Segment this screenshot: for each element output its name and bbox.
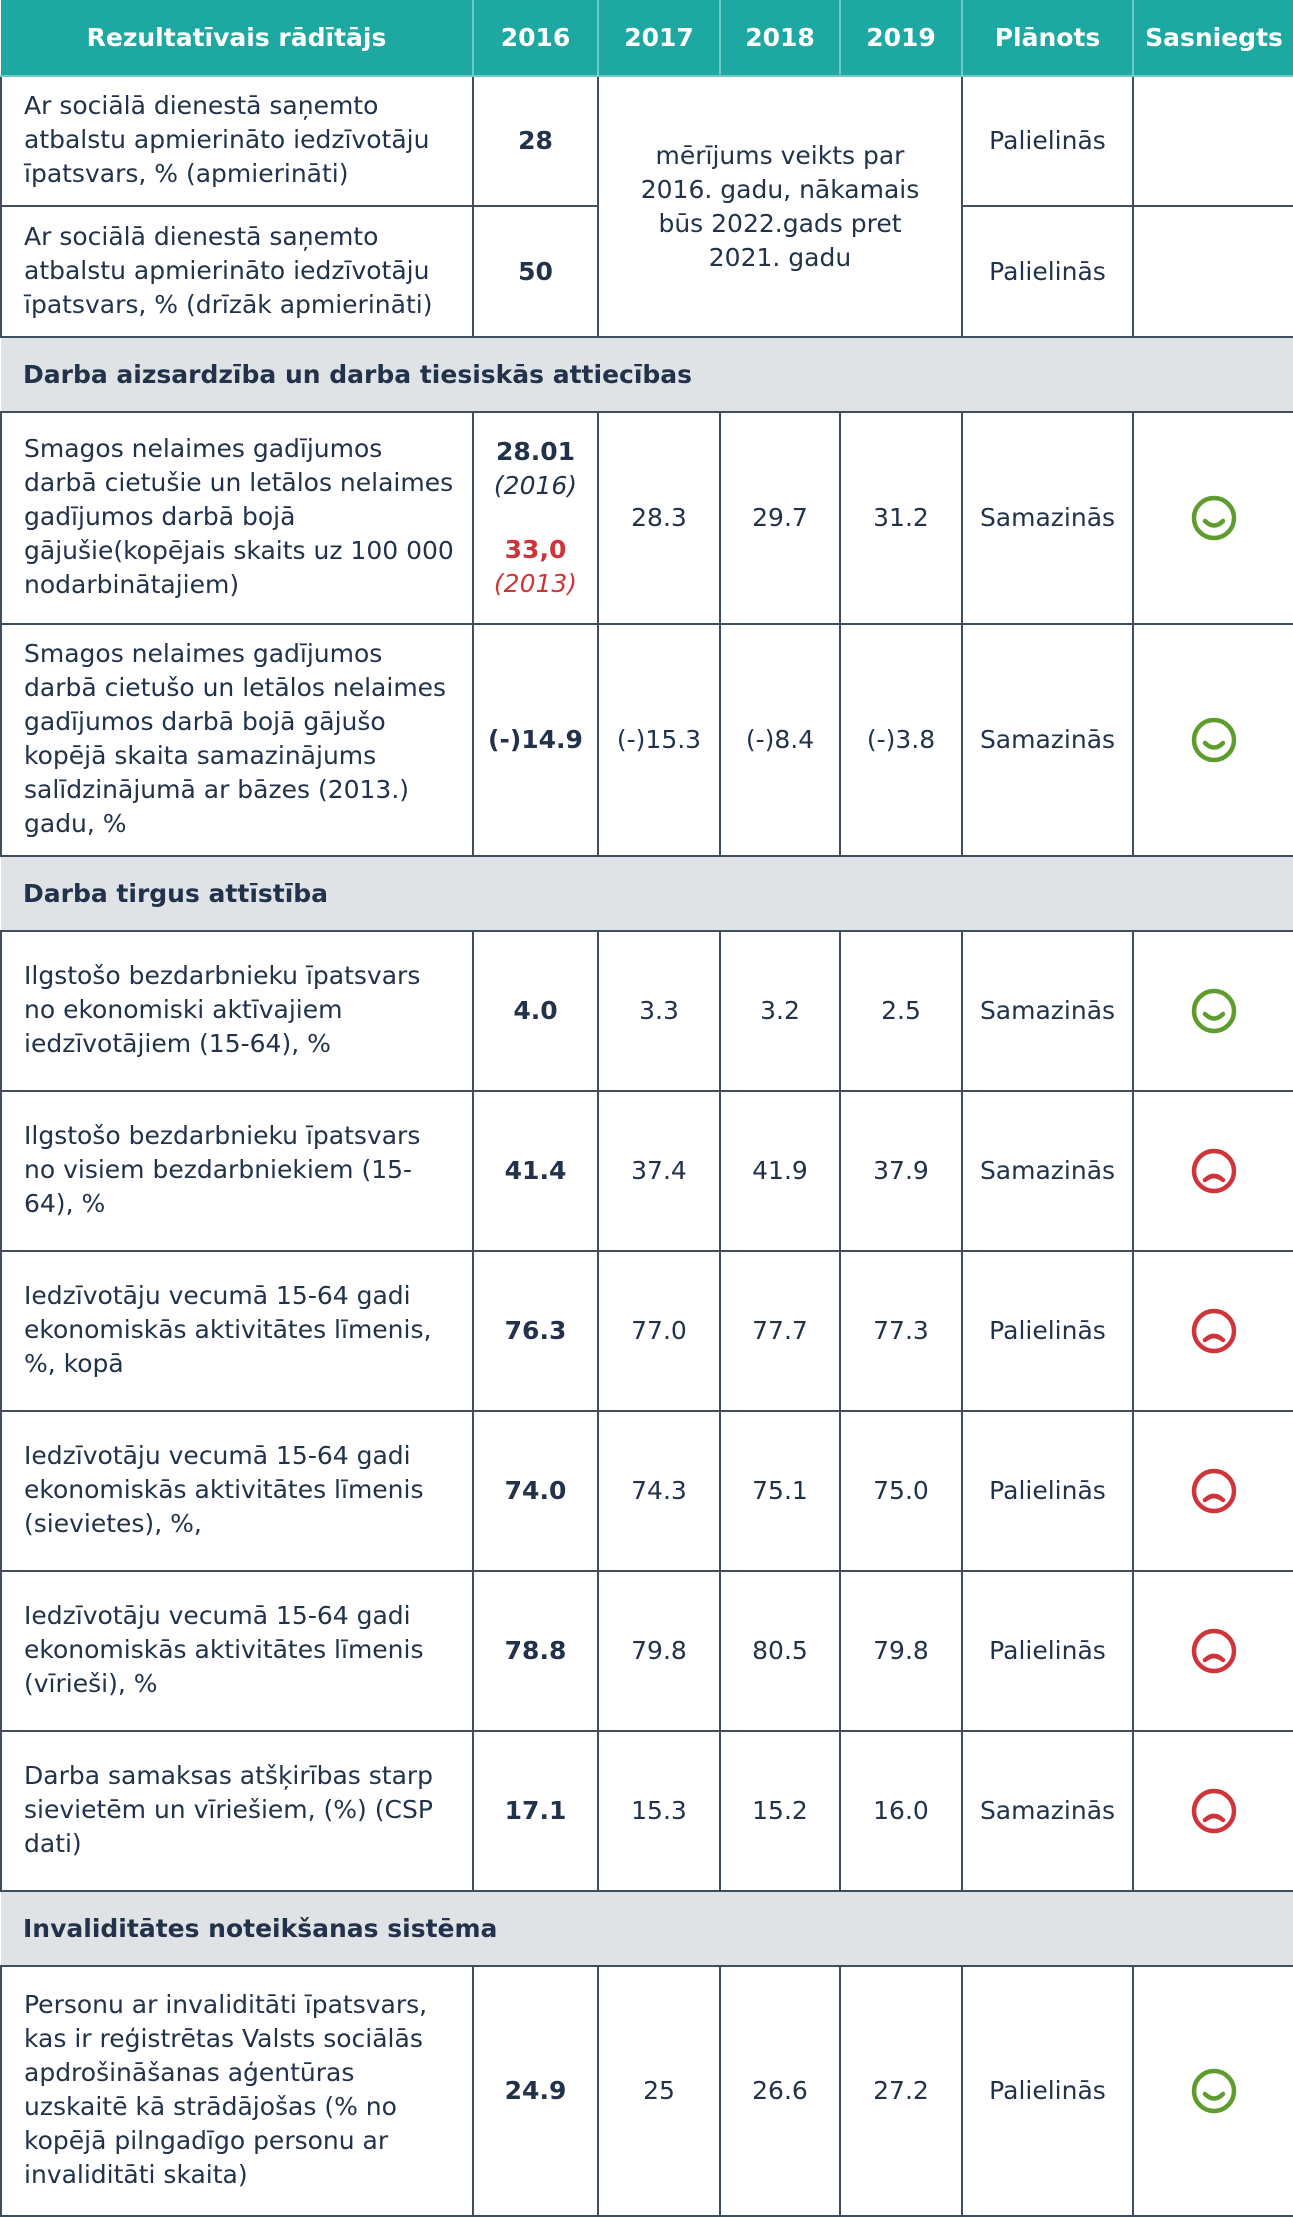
table-row — [1, 76, 1293, 206]
table-row — [1, 1731, 1293, 1891]
planned-value: Palielinās — [962, 1571, 1133, 1731]
value-2019: 27.2 — [840, 1966, 962, 2216]
value-2018: 3.2 — [720, 931, 840, 1091]
baseline-value: (-)14.9 — [473, 624, 598, 856]
value-2017: 79.8 — [598, 1571, 720, 1731]
header-indicator: Rezultatīvais rādītājs — [1, 0, 473, 76]
planned-value: Palielinās — [962, 1966, 1133, 2216]
section-row — [1, 856, 1293, 931]
header-2018: 2018 — [720, 0, 840, 76]
value-2017: 77.0 — [598, 1251, 720, 1411]
row-label: Ilgstošo bezdarbnieku īpatsvars no visiem bezdarbniekiem (15-64), % — [1, 1091, 473, 1251]
table-row — [1, 1091, 1293, 1251]
value-2017: 15.3 — [598, 1731, 720, 1891]
status-cell — [1133, 412, 1293, 624]
value-2019: 16.0 — [840, 1731, 962, 1891]
status-cell — [1133, 1731, 1293, 1891]
value-2017: 3.3 — [598, 931, 720, 1091]
frown-face-icon — [1190, 1307, 1238, 1355]
row-label: Ar sociālā dienestā saņemto atbalstu apmierināto iedzīvotāju īpatsvars, % (apmierināti) — [1, 76, 473, 206]
status-cell — [1133, 1091, 1293, 1251]
value-2019: (-)3.8 — [840, 624, 962, 856]
planned-value: Samazinās — [962, 412, 1133, 624]
table-row — [1, 1966, 1293, 2216]
value-2019: 77.3 — [840, 1251, 962, 1411]
value-2018: (-)8.4 — [720, 624, 840, 856]
value-2019: 37.9 — [840, 1091, 962, 1251]
row-label: Iedzīvotāju vecumā 15-64 gadi ekonomiskās aktivitātes līmenis (vīrieši), % — [1, 1571, 473, 1731]
baseline-value — [473, 412, 598, 624]
value-2018: 41.9 — [720, 1091, 840, 1251]
status-cell — [1133, 1411, 1293, 1571]
baseline-value-2016: 28.01 — [495, 437, 576, 466]
value-2018: 26.6 — [720, 1966, 840, 2216]
baseline-value: 78.8 — [473, 1571, 598, 1731]
smile-face-icon — [1190, 494, 1238, 542]
value-2019: 75.0 — [840, 1411, 962, 1571]
baseline-year-2013: (2013) — [493, 569, 578, 598]
header-achieved: Sasniegts — [1133, 0, 1293, 76]
value-2017: 25 — [598, 1966, 720, 2216]
baseline-value: 28 — [473, 76, 598, 206]
header-2019: 2019 — [840, 0, 962, 76]
baseline-spacer — [474, 503, 597, 533]
smile-face-icon — [1190, 2067, 1238, 2115]
frown-face-icon — [1190, 1627, 1238, 1675]
row-label: Smagos nelaimes gadījumos darbā cietušie un letālos nelaimes gadījumos darbā bojā gājušie(kopējais skaits uz 100 000 nodarbinātajiem) — [1, 412, 473, 624]
value-2018: 77.7 — [720, 1251, 840, 1411]
baseline-value: 41.4 — [473, 1091, 598, 1251]
baseline-value: 17.1 — [473, 1731, 598, 1891]
planned-value: Palielinās — [962, 1251, 1133, 1411]
baseline-year-2016: (2016) — [493, 471, 578, 500]
value-2019: 31.2 — [840, 412, 962, 624]
status-empty — [1133, 206, 1293, 337]
status-empty — [1133, 76, 1293, 206]
baseline-value: 74.0 — [473, 1411, 598, 1571]
section-row — [1, 337, 1293, 412]
table-row — [1, 1251, 1293, 1411]
value-2019: 79.8 — [840, 1571, 962, 1731]
planned-value: Palielinās — [962, 206, 1133, 337]
frown-face-icon — [1190, 1787, 1238, 1835]
header-planned: Plānots — [962, 0, 1133, 76]
row-label: Darba samaksas atšķirības starp sievietēm un vīriešiem, (%) (CSP dati) — [1, 1731, 473, 1891]
section-row — [1, 1891, 1293, 1966]
value-2018: 29.7 — [720, 412, 840, 624]
section-title: Darba aizsardzība un darba tiesiskās attiecības — [1, 337, 1293, 412]
status-cell — [1133, 624, 1293, 856]
value-2017: 37.4 — [598, 1091, 720, 1251]
baseline-value-2013: 33,0 — [504, 535, 567, 564]
baseline-value: 50 — [473, 206, 598, 337]
row-label: Iedzīvotāju vecumā 15-64 gadi ekonomiskās aktivitātes līmenis (sievietes), %, — [1, 1411, 473, 1571]
value-2017: 74.3 — [598, 1411, 720, 1571]
baseline-value: 24.9 — [473, 1966, 598, 2216]
planned-value: Samazinās — [962, 931, 1133, 1091]
value-2017: (-)15.3 — [598, 624, 720, 856]
planned-value: Palielinās — [962, 1411, 1133, 1571]
table-row — [1, 624, 1293, 856]
value-2018: 15.2 — [720, 1731, 840, 1891]
table-row — [1, 412, 1293, 624]
section-title: Invaliditātes noteikšanas sistēma — [1, 1891, 1293, 1966]
status-cell — [1133, 1251, 1293, 1411]
table-row — [1, 1571, 1293, 1731]
status-cell — [1133, 1966, 1293, 2216]
row-label: Ar sociālā dienestā saņemto atbalstu apmierināto iedzīvotāju īpatsvars, % (drīzāk apmierināti) — [1, 206, 473, 337]
smile-face-icon — [1190, 716, 1238, 764]
table-header-row — [1, 0, 1293, 76]
row-label: Ilgstošo bezdarbnieku īpatsvars no ekonomiski aktīvajiem iedzīvotājiem (15-64), % — [1, 931, 473, 1091]
planned-value: Samazinās — [962, 1731, 1133, 1891]
value-2019: 2.5 — [840, 931, 962, 1091]
table-row — [1, 931, 1293, 1091]
value-2018: 80.5 — [720, 1571, 840, 1731]
header-2017: 2017 — [598, 0, 720, 76]
header-2016: 2016 — [473, 0, 598, 76]
planned-value: Palielinās — [962, 76, 1133, 206]
frown-face-icon — [1190, 1467, 1238, 1515]
row-label: Personu ar invaliditāti īpatsvars, kas ir reģistrētas Valsts sociālās apdrošināšanas aģentūras uzskaitē kā strādājošas (% no kopējā pilngadīgo personu ar invaliditāti skaita) — [1, 1966, 473, 2216]
status-cell — [1133, 1571, 1293, 1731]
status-cell — [1133, 931, 1293, 1091]
table-row — [1, 1411, 1293, 1571]
value-2017: 28.3 — [598, 412, 720, 624]
planned-value: Samazinās — [962, 624, 1133, 856]
row-label: Iedzīvotāju vecumā 15-64 gadi ekonomiskās aktivitātes līmenis, %, kopā — [1, 1251, 473, 1411]
value-2018: 75.1 — [720, 1411, 840, 1571]
row-label: Smagos nelaimes gadījumos darbā cietušo un letālos nelaimes gadījumos darbā bojā gājušo kopējā skaita samazinājums salīdzinājumā ar bāzes (2013.) gadu, % — [1, 624, 473, 856]
frown-face-icon — [1190, 1147, 1238, 1195]
planned-value: Samazinās — [962, 1091, 1133, 1251]
baseline-value: 4.0 — [473, 931, 598, 1091]
baseline-value: 76.3 — [473, 1251, 598, 1411]
section-title: Darba tirgus attīstība — [1, 856, 1293, 931]
smile-face-icon — [1190, 987, 1238, 1035]
measurement-note: mērījums veikts par 2016. gadu, nākamais būs 2022.gads pret 2021. gadu — [598, 76, 962, 337]
